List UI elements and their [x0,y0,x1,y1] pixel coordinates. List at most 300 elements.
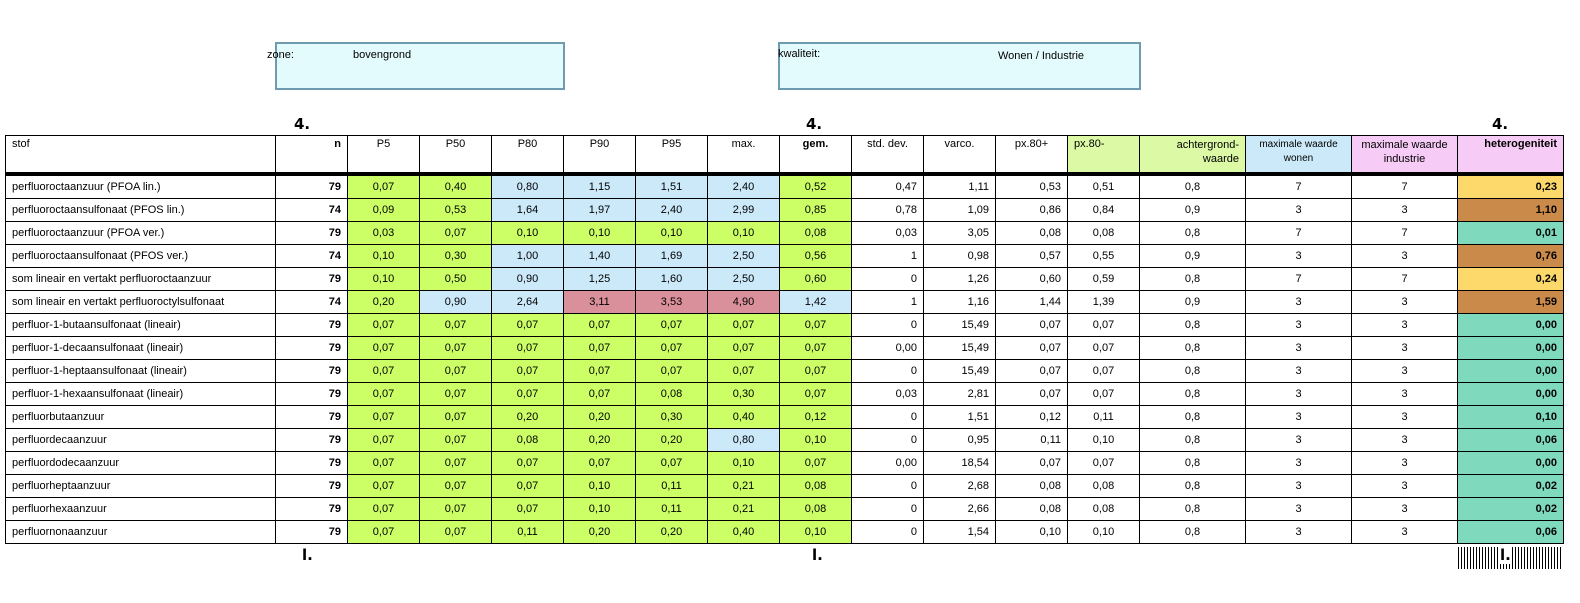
table-row [6,245,1564,268]
cell-px80min: 0,59 [1068,268,1140,291]
cell-max-wonen: 3 [1246,498,1352,521]
cell-std: 0 [852,406,924,429]
table-row [6,199,1564,222]
cell-stof: perfluordecaanzuur [6,429,276,452]
cell-max-wonen: 3 [1246,291,1352,314]
cell-p80: 0,07 [492,360,564,383]
cell-p95: 1,51 [636,174,708,199]
cell-p95: 1,69 [636,245,708,268]
cell-std: 0 [852,498,924,521]
cell-max-industrie: 3 [1352,245,1458,268]
quality-label: kwaliteit: [778,48,821,60]
cell-n: 79 [276,521,348,544]
table-row [6,429,1564,452]
cell-het: 0,00 [1458,314,1564,337]
cell-gem: 0,08 [780,475,852,498]
top-marker-het: 4. [1492,115,1509,133]
header-p90: P90 [564,136,636,175]
cell-px80plus: 0,07 [996,452,1068,475]
cell-n: 74 [276,291,348,314]
cell-px80min: 0,08 [1068,475,1140,498]
cell-n: 79 [276,314,348,337]
cell-p95: 0,20 [636,429,708,452]
cell-stof: perfluoroctaanzuur (PFOA ver.) [6,222,276,245]
cell-p95: 1,60 [636,268,708,291]
cell-p90: 0,07 [564,314,636,337]
cell-max-wonen: 3 [1246,383,1352,406]
cell-max: 2,40 [708,174,780,199]
cell-n: 79 [276,452,348,475]
cell-std: 0,47 [852,174,924,199]
cell-std: 0 [852,475,924,498]
cell-p90: 0,07 [564,452,636,475]
cell-het: 1,59 [1458,291,1564,314]
cell-p50: 0,07 [420,337,492,360]
cell-achtergrond: 0,8 [1140,222,1246,245]
cell-max: 0,10 [708,452,780,475]
cell-p95: 0,30 [636,406,708,429]
header-px80plus: px.80+ [996,136,1068,175]
cell-max-industrie: 7 [1352,222,1458,245]
cell-varco: 15,49 [924,360,996,383]
zone-box [267,42,565,90]
cell-p5: 0,10 [348,268,420,291]
cell-varco: 1,54 [924,521,996,544]
cell-stof: perfluordodecaanzuur [6,452,276,475]
cell-p50: 0,07 [420,383,492,406]
cell-achtergrond: 0,8 [1140,268,1246,291]
cell-px80min: 0,51 [1068,174,1140,199]
header-std: std. dev. [852,136,924,175]
quality-value: Wonen / Industrie [998,50,1085,62]
cell-p95: 0,10 [636,222,708,245]
cell-std: 1 [852,245,924,268]
top-marker-gem: 4. [806,115,823,133]
cell-n: 79 [276,498,348,521]
cell-p95: 3,53 [636,291,708,314]
cell-px80plus: 0,08 [996,475,1068,498]
cell-stof: perfluor-1-butaansulfonaat (lineair) [6,314,276,337]
cell-px80plus: 0,12 [996,406,1068,429]
cell-stof: perfluor-1-heptaansulfonaat (lineair) [6,360,276,383]
cell-p80: 0,07 [492,452,564,475]
bottom-marker-gem: l. [812,546,823,564]
cell-max: 0,10 [708,222,780,245]
cell-std: 0 [852,360,924,383]
cell-p90: 1,40 [564,245,636,268]
cell-px80min: 0,07 [1068,383,1140,406]
cell-gem: 0,07 [780,314,852,337]
header-varco: varco. [924,136,996,175]
cell-max-wonen: 3 [1246,406,1352,429]
cell-p5: 0,07 [348,314,420,337]
cell-max-industrie: 3 [1352,360,1458,383]
cell-stof: perfluorbutaanzuur [6,406,276,429]
table-row [6,268,1564,291]
header-row [6,136,1564,175]
cell-p5: 0,10 [348,245,420,268]
cell-p90: 0,20 [564,406,636,429]
cell-p80: 0,10 [492,222,564,245]
cell-p80: 0,07 [492,337,564,360]
cell-gem: 0,52 [780,174,852,199]
cell-n: 79 [276,268,348,291]
quality-box [778,42,1141,90]
cell-p5: 0,07 [348,337,420,360]
header-n: n [276,136,348,175]
cell-p5: 0,09 [348,199,420,222]
cell-het: 0,00 [1458,452,1564,475]
cell-het: 0,23 [1458,174,1564,199]
cell-achtergrond: 0,8 [1140,452,1246,475]
cell-stof: perfluoroctaansulfonaat (PFOS lin.) [6,199,276,222]
cell-max: 0,80 [708,429,780,452]
cell-p80: 0,90 [492,268,564,291]
cell-max-industrie: 7 [1352,268,1458,291]
zone-label: zone: [267,49,294,61]
cell-p90: 1,15 [564,174,636,199]
cell-het: 0,01 [1458,222,1564,245]
data-table [5,135,1564,544]
cell-p50: 0,53 [420,199,492,222]
cell-px80min: 0,08 [1068,498,1140,521]
cell-px80min: 0,07 [1068,452,1140,475]
header-max-wonen: maximale waarde wonen [1246,136,1352,175]
cell-varco: 0,95 [924,429,996,452]
cell-het: 0,00 [1458,337,1564,360]
cell-gem: 0,07 [780,383,852,406]
cell-p80: 0,80 [492,174,564,199]
cell-max-industrie: 3 [1352,383,1458,406]
cell-std: 1 [852,291,924,314]
cell-px80min: 0,07 [1068,314,1140,337]
cell-gem: 0,07 [780,360,852,383]
cell-px80plus: 1,44 [996,291,1068,314]
cell-p5: 0,20 [348,291,420,314]
cell-std: 0,78 [852,199,924,222]
cell-max-industrie: 7 [1352,174,1458,199]
cell-p90: 0,20 [564,521,636,544]
cell-varco: 1,11 [924,174,996,199]
cell-achtergrond: 0,8 [1140,337,1246,360]
cell-max: 0,21 [708,498,780,521]
cell-p80: 2,64 [492,291,564,314]
cell-varco: 2,81 [924,383,996,406]
cell-max-industrie: 3 [1352,314,1458,337]
cell-px80plus: 0,57 [996,245,1068,268]
cell-varco: 1,51 [924,406,996,429]
cell-p5: 0,07 [348,475,420,498]
cell-std: 0,00 [852,337,924,360]
cell-p80: 0,08 [492,429,564,452]
cell-p90: 0,07 [564,383,636,406]
cell-px80min: 0,10 [1068,429,1140,452]
cell-n: 79 [276,174,348,199]
cell-p90: 0,07 [564,337,636,360]
cell-std: 0 [852,268,924,291]
cell-max-industrie: 3 [1352,337,1458,360]
cell-het: 1,10 [1458,199,1564,222]
table-row [6,475,1564,498]
cell-p50: 0,07 [420,452,492,475]
cell-px80min: 0,84 [1068,199,1140,222]
cell-px80plus: 0,10 [996,521,1068,544]
cell-p80: 1,64 [492,199,564,222]
cell-varco: 3,05 [924,222,996,245]
header-gem: gem. [780,136,852,175]
cell-px80min: 0,07 [1068,360,1140,383]
cell-max: 2,99 [708,199,780,222]
cell-p90: 1,25 [564,268,636,291]
cell-p50: 0,07 [420,222,492,245]
header-heterogeniteit: heterogeniteit [1458,136,1564,175]
cell-p5: 0,03 [348,222,420,245]
cell-gem: 0,85 [780,199,852,222]
table-row [6,174,1564,199]
cell-n: 74 [276,245,348,268]
cell-stof: perfluor-1-decaansulfonaat (lineair) [6,337,276,360]
cell-max-wonen: 3 [1246,314,1352,337]
cell-px80plus: 0,86 [996,199,1068,222]
cell-n: 79 [276,222,348,245]
cell-p80: 0,07 [492,498,564,521]
cell-stof: perfluoroctaansulfonaat (PFOS ver.) [6,245,276,268]
cell-p80: 0,11 [492,521,564,544]
cell-n: 79 [276,406,348,429]
cell-n: 79 [276,337,348,360]
cell-stof: perfluor-1-hexaansulfonaat (lineair) [6,383,276,406]
cell-p50: 0,40 [420,174,492,199]
header-p95: P95 [636,136,708,175]
cell-max-industrie: 3 [1352,498,1458,521]
cell-px80plus: 0,07 [996,383,1068,406]
cell-n: 79 [276,429,348,452]
cell-p50: 0,07 [420,406,492,429]
cell-p95: 0,07 [636,360,708,383]
cell-p50: 0,07 [420,498,492,521]
cell-max: 0,07 [708,314,780,337]
cell-max-wonen: 3 [1246,245,1352,268]
top-marker-n: 4. [294,115,311,133]
cell-p5: 0,07 [348,452,420,475]
table-row [6,521,1564,544]
cell-p95: 0,08 [636,383,708,406]
cell-max-wonen: 3 [1246,452,1352,475]
cell-varco: 1,09 [924,199,996,222]
cell-std: 0,00 [852,452,924,475]
cell-achtergrond: 0,8 [1140,475,1246,498]
cell-n: 79 [276,360,348,383]
cell-gem: 0,12 [780,406,852,429]
cell-varco: 15,49 [924,337,996,360]
zone-value: bovengrond [353,49,412,61]
cell-max-industrie: 3 [1352,406,1458,429]
cell-het: 0,06 [1458,521,1564,544]
cell-stof: som lineair en vertakt perfluoroctylsulfonaat [6,291,276,314]
cell-p50: 0,07 [420,429,492,452]
cell-gem: 1,42 [780,291,852,314]
cell-het: 0,00 [1458,383,1564,406]
cell-stof: som lineair en vertakt perfluoroctaanzuur [6,268,276,291]
header-p50: P50 [420,136,492,175]
cell-px80min: 1,39 [1068,291,1140,314]
cell-max: 0,07 [708,360,780,383]
cell-achtergrond: 0,8 [1140,314,1246,337]
cell-gem: 0,10 [780,521,852,544]
cell-px80plus: 0,07 [996,314,1068,337]
header-max-industrie: maximale waarde industrie [1352,136,1458,175]
cell-px80plus: 0,53 [996,174,1068,199]
cell-varco: 1,26 [924,268,996,291]
cell-p90: 3,11 [564,291,636,314]
cell-max-wonen: 7 [1246,268,1352,291]
cell-px80min: 0,07 [1068,337,1140,360]
header-achtergrond: achtergrond- waarde [1140,136,1246,175]
cell-p90: 0,10 [564,498,636,521]
table-row [6,498,1564,521]
cell-p50: 0,07 [420,521,492,544]
cell-px80min: 0,11 [1068,406,1140,429]
cell-max-wonen: 3 [1246,521,1352,544]
cell-gem: 0,08 [780,498,852,521]
cell-p90: 0,20 [564,429,636,452]
cell-p50: 0,07 [420,475,492,498]
cell-px80min: 0,08 [1068,222,1140,245]
cell-p95: 0,07 [636,452,708,475]
cell-varco: 0,98 [924,245,996,268]
cell-p5: 0,07 [348,383,420,406]
cell-px80min: 0,10 [1068,521,1140,544]
cell-max-wonen: 3 [1246,199,1352,222]
cell-gem: 0,08 [780,222,852,245]
cell-achtergrond: 0,8 [1140,429,1246,452]
cell-std: 0 [852,521,924,544]
cell-het: 0,24 [1458,268,1564,291]
cell-varco: 1,16 [924,291,996,314]
cell-max-industrie: 3 [1352,452,1458,475]
cell-achtergrond: 0,8 [1140,360,1246,383]
cell-max: 0,40 [708,406,780,429]
bottom-marker-het: l. [1500,546,1511,564]
table-row [6,314,1564,337]
cell-achtergrond: 0,9 [1140,291,1246,314]
cell-p80: 1,00 [492,245,564,268]
cell-px80plus: 0,08 [996,222,1068,245]
cell-max-industrie: 3 [1352,429,1458,452]
cell-std: 0,03 [852,383,924,406]
cell-varco: 2,66 [924,498,996,521]
cell-p5: 0,07 [348,521,420,544]
cell-p80: 0,07 [492,475,564,498]
cell-px80plus: 0,07 [996,337,1068,360]
cell-max-industrie: 3 [1352,291,1458,314]
table-row [6,360,1564,383]
cell-achtergrond: 0,8 [1140,498,1246,521]
cell-max-wonen: 3 [1246,360,1352,383]
cell-p80: 0,20 [492,406,564,429]
cell-max: 4,90 [708,291,780,314]
table-row [6,452,1564,475]
cell-std: 0,03 [852,222,924,245]
cell-n: 79 [276,383,348,406]
cell-p5: 0,07 [348,174,420,199]
cell-p50: 0,30 [420,245,492,268]
header-p5: P5 [348,136,420,175]
cell-max-wonen: 7 [1246,222,1352,245]
table-row [6,406,1564,429]
cell-max-wonen: 7 [1246,174,1352,199]
cell-p90: 0,10 [564,222,636,245]
cell-varco: 15,49 [924,314,996,337]
cell-p95: 0,11 [636,498,708,521]
cell-gem: 0,60 [780,268,852,291]
cell-p95: 0,11 [636,475,708,498]
table-row [6,337,1564,360]
cell-p5: 0,07 [348,498,420,521]
cell-gem: 0,07 [780,452,852,475]
cell-p5: 0,07 [348,360,420,383]
cell-std: 0 [852,429,924,452]
cell-max-industrie: 3 [1352,199,1458,222]
cell-p5: 0,07 [348,406,420,429]
cell-px80min: 0,55 [1068,245,1140,268]
cell-px80plus: 0,08 [996,498,1068,521]
table-body [6,174,1564,544]
cell-achtergrond: 0,8 [1140,383,1246,406]
cell-p80: 0,07 [492,314,564,337]
cell-p95: 0,07 [636,314,708,337]
cell-achtergrond: 0,8 [1140,174,1246,199]
cell-stof: perfluorheptaanzuur [6,475,276,498]
cell-p95: 2,40 [636,199,708,222]
cell-max: 0,30 [708,383,780,406]
cell-het: 0,06 [1458,429,1564,452]
cell-px80plus: 0,07 [996,360,1068,383]
cell-varco: 18,54 [924,452,996,475]
cell-n: 74 [276,199,348,222]
header-p80: P80 [492,136,564,175]
cell-max-wonen: 3 [1246,475,1352,498]
cell-achtergrond: 0,8 [1140,406,1246,429]
header-stof: stof [6,136,276,175]
cell-std: 0 [852,314,924,337]
cell-max-wonen: 3 [1246,337,1352,360]
cell-p90: 0,07 [564,360,636,383]
cell-p90: 1,97 [564,199,636,222]
cell-p50: 0,90 [420,291,492,314]
cell-p95: 0,20 [636,521,708,544]
cell-stof: perfluornonaanzuur [6,521,276,544]
cell-het: 0,00 [1458,360,1564,383]
cell-p50: 0,07 [420,314,492,337]
cell-max: 0,40 [708,521,780,544]
cell-n: 79 [276,475,348,498]
cell-max-wonen: 3 [1246,429,1352,452]
cell-stof: perfluorhexaanzuur [6,498,276,521]
header-max: max. [708,136,780,175]
cell-max: 2,50 [708,245,780,268]
cell-het: 0,76 [1458,245,1564,268]
cell-px80plus: 0,60 [996,268,1068,291]
cell-max-industrie: 3 [1352,475,1458,498]
cell-achtergrond: 0,8 [1140,521,1246,544]
cell-p90: 0,10 [564,475,636,498]
cell-p50: 0,07 [420,360,492,383]
table-row [6,383,1564,406]
cell-achtergrond: 0,9 [1140,199,1246,222]
table-row [6,291,1564,314]
cell-p5: 0,07 [348,429,420,452]
